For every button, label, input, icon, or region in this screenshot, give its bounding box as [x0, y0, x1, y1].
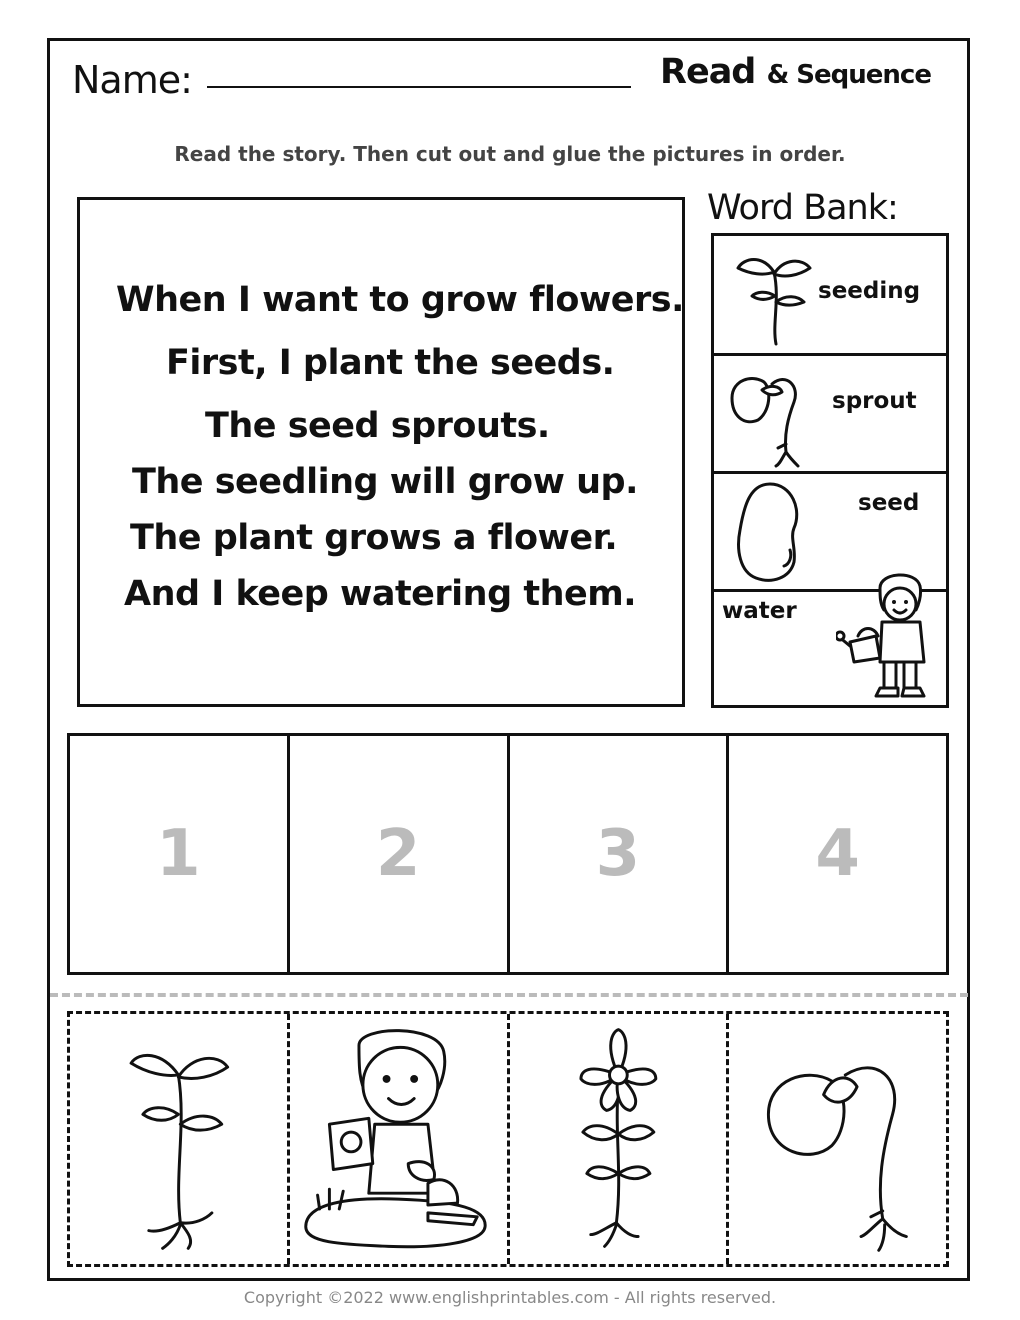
name-line[interactable]	[207, 86, 631, 88]
sequence-drop-box[interactable]	[729, 736, 946, 972]
cutout-card[interactable]	[290, 1014, 510, 1264]
word-bank-word: seeding	[818, 278, 921, 304]
story-line: The seedling will grow up.	[132, 462, 638, 502]
word-bank-word: seed	[858, 490, 920, 516]
story-line: The plant grows a flower.	[130, 518, 618, 558]
sprout-icon	[724, 362, 804, 470]
word-bank-word: sprout	[832, 388, 917, 414]
boy-planting-icon	[290, 1014, 507, 1264]
word-bank-item	[714, 592, 946, 705]
word-bank-word: water	[722, 598, 797, 624]
boy-watering-icon	[836, 566, 948, 702]
worksheet-title	[660, 52, 931, 92]
cutout-pictures	[67, 1011, 949, 1267]
sequence-number: 3	[595, 817, 641, 891]
word-bank	[711, 233, 949, 708]
word-bank-item	[714, 356, 946, 474]
story-line: And I keep watering them.	[124, 574, 636, 614]
sequence-drop-box[interactable]	[290, 736, 510, 972]
sequence-number: 4	[815, 817, 860, 891]
cut-line	[50, 993, 968, 997]
sprouting-seed-icon	[729, 1014, 946, 1264]
sequence-boxes	[67, 733, 949, 975]
copyright: Copyright ©2022 www.englishprintables.com - All rights reserved.	[243, 1288, 777, 1307]
sequence-number: 2	[375, 817, 421, 891]
story-line: When I want to grow flowers.	[116, 280, 684, 320]
name-label: Name:	[72, 58, 192, 102]
instructions: Read the story. Then cut out and glue the pictures in order.	[174, 142, 846, 166]
word-bank-item	[714, 236, 946, 356]
story-line: The seed sprouts.	[205, 406, 550, 446]
title-main: Read	[660, 52, 756, 92]
seedling-icon	[70, 1014, 287, 1264]
story-box	[77, 197, 685, 707]
word-bank-title: Word Bank:	[707, 188, 898, 228]
cutout-card[interactable]	[729, 1014, 946, 1264]
cutout-card[interactable]	[510, 1014, 730, 1264]
flower-plant-icon	[510, 1014, 727, 1264]
seedling-icon	[732, 244, 814, 348]
story-line: First, I plant the seeds.	[166, 343, 615, 383]
cutout-card[interactable]	[70, 1014, 290, 1264]
sequence-drop-box[interactable]	[510, 736, 730, 972]
seed-icon	[732, 480, 808, 586]
sequence-number: 1	[156, 817, 201, 891]
sequence-drop-box[interactable]	[70, 736, 290, 972]
title-rest: & Sequence	[766, 60, 931, 90]
